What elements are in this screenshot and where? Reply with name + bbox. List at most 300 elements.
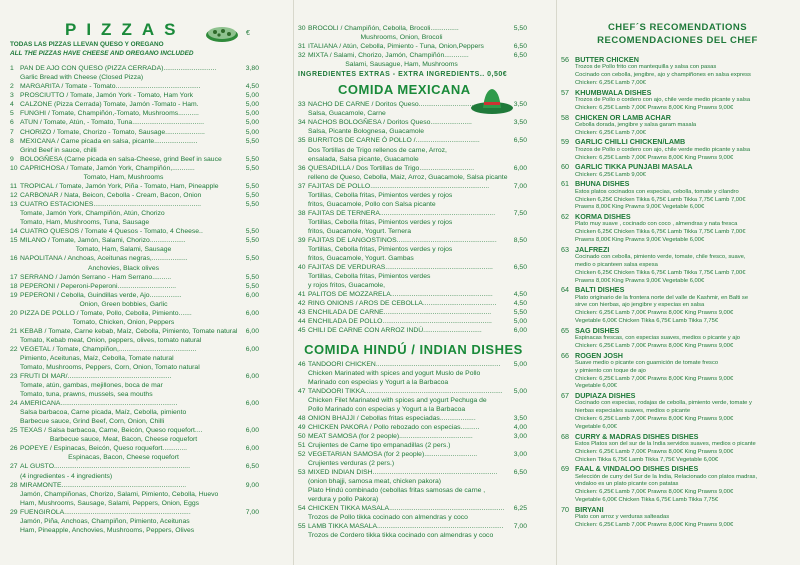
middle-column [293,0,533,565]
item-name: MILANO / Tomate, Jamón, Salami, Chorizo................... [20,237,186,245]
item-name: PALITOS DE MOZZARELA...................................................... [308,291,493,299]
pizzas-title: PIZZAS [65,20,186,39]
item-price: 6,50 [513,469,527,477]
chef-title-en: CHEF´S RECOMENDATIONS [607,22,748,33]
item-description: Tomato, Ham, Mushrooms, Tuna, Sausage [20,219,150,227]
menu-item [298,441,529,450]
item-description: Chicken Tikka 6,75€ Lamb Tikka 7,75€ Vegetable 6,00€ [575,456,719,463]
item-number: 37 [298,182,306,190]
item-description: Selección de curry del Sur de la India, Relacionado con platos madras, [575,473,758,480]
menu-item [298,136,529,145]
item-number: 56 [561,55,569,64]
item-name: CHICKEN OR LAMB ACHAR [575,112,671,122]
item-name: MEXICANA / Carne picada en salsa, picante....................... [20,137,198,145]
item-price: 7,00 [245,508,259,516]
item-number: 5 [10,110,14,118]
item-price: 5,50 [245,137,259,145]
item-number: 15 [10,237,18,245]
menu-item [10,82,261,91]
item-name: FAJITAS DE POLLO............................................................... [308,182,490,190]
item-name: JALFREZI [575,244,610,254]
item-name: CARBONAR / Nata, Beicon, Cebolla - Cream, Bacon, Onion [20,192,202,200]
item-price: 5,00 [513,360,527,368]
item-description: Vegetable 6,00€ [575,423,617,430]
item-name: DUPIAZA DISHES [575,391,636,401]
item-description: Estos platos cocinados con especias, cebolla, tomate y cilandro [575,188,739,195]
item-price: 6,50 [513,263,527,271]
item-price: 6,00 [513,327,527,335]
item-number: 18 [10,282,18,290]
hindu-title: COMIDA HINDÚ / INDIAN DISHES [304,341,523,357]
item-name: MIRAMONTE.................................................................. [20,481,187,489]
item-description: Chicken 6,25€ Chicken Tikka 6,75€ Lamb Tikka 7,75€ Lamb 7,00€ [575,229,746,236]
item-number: 24 [10,400,18,408]
menu-item [298,522,529,531]
item-name: CURRY & MADRAS DISHES DISHES [575,431,699,441]
item-number: 68 [561,431,569,441]
menu-item [10,200,261,209]
item-description: Tomato, tuna, prawns, mussels, sea mouths [20,391,153,399]
item-price: 6,50 [245,463,259,471]
chef-item [561,285,794,294]
menu-item [298,326,529,335]
chef-item [561,137,794,146]
item-name: PAN DE AJO CON QUESO (PIZZA CERRADA)............................ [20,65,217,72]
item-number: 19 [10,291,18,299]
menu-item [10,309,261,318]
menu-item [10,91,261,100]
item-price: 5,00 [513,318,527,326]
chef-item [561,351,794,360]
item-number: 63 [561,244,569,254]
item-number: 35 [298,137,306,145]
item-description: Barbecue sauce, Meat, Bacon, Cheese roquefort [49,436,198,444]
item-name: PEPERONI / Cebolla, Guindillas verde, Ajo................. [20,291,182,299]
item-price: 4,50 [513,291,527,299]
item-price: 3,50 [513,101,527,109]
item-name: ONION BHAJJI / Cebollas fritas especiadas................... [308,414,476,422]
pizzas-subtitle-en: ALL THE PIZZAS HAVE CHEESE AND OREGANO INCLUDED [10,50,194,57]
item-name: PEPERONI / Peperoni-Peperoni............................... [20,282,177,290]
item-name: AL GUSTO........................................................................ [20,463,190,471]
pizzas-column [0,0,265,565]
chef-item [561,55,794,64]
item-description: Chicken: 6,25€ Lamb 9,00€ [575,171,646,178]
item-name: Crujientes de Carne tipo empanadillas (2 pers.) [308,441,451,449]
item-number: 27 [10,463,18,471]
item-description: Chicken: 6,25€ Lamb 7,00€ [575,79,646,86]
chef-column [556,0,800,565]
item-name: VEGETARIAN SAMOSA (for 2 people)............................ [308,451,478,459]
item-description: Anchovies, Black olives [87,264,160,272]
item-price: 6,50 [513,52,527,60]
item-name: MEAT SAMOSA (for 2 people)....................................... [308,432,473,440]
item-number: 40 [298,263,306,271]
menu-item [10,100,261,109]
item-number: 38 [298,209,306,217]
item-description: Suave medio o picante con guarnición de tomate fresco [575,359,719,366]
item-description: (4 ingredientes - 4 ingredients) [20,472,113,480]
item-price: 5,00 [245,101,259,109]
item-price: 5,50 [513,309,527,317]
menu-item [298,42,529,51]
item-number: 10 [10,164,18,172]
item-price: 3,00 [513,432,527,440]
menu-item [298,360,529,369]
item-number: 4 [10,101,14,109]
item-number: 59 [561,137,569,147]
item-price: 6,00 [245,345,259,353]
menu-item [298,51,529,60]
item-description: Salsa, Picante Bolognesa, Guacamole [308,128,424,136]
item-price: 5,00 [245,119,259,127]
item-description: ensalada, Salsa picante, Guacamole [308,155,419,163]
item-name: CHORIZO / Tomate, Chorizo - Tomato, Sausage..................... [20,128,205,136]
item-name: CUATRO QUESOS / Tomate 4 Quesos - Tomato, 4 Cheese.. [20,228,203,236]
item-description: Salami, Sausague, Ham, Mushrooms [345,61,458,69]
item-price: 6,50 [513,43,527,51]
item-price: 5,00 [245,92,259,100]
item-number: 65 [561,325,569,335]
menu-item [10,481,261,490]
item-name: BROCOLI / Champiñón, Cebolla, Brocoli............... [308,25,459,32]
item-number: 3 [10,92,14,100]
menu-item [298,317,529,326]
menu-item [10,182,261,191]
item-number: 52 [298,451,306,459]
item-description: Trozos de Pollo frito con mantequilla y salsa con pasas [575,64,717,71]
menu-item [10,399,261,408]
item-name: NACHO DE CARNE / Doritos Queso............................. [308,101,474,109]
item-name: KORMA DISHES [575,212,631,222]
item-description: Vegetable 6,00€ Chicken Tikka 6,75€ Lamb Tikka 7,75€ [575,497,719,504]
item-description: verdura y pollo Pakora) [308,496,379,504]
menu-item [10,462,261,471]
item-price: 7,50 [513,209,527,217]
item-price: 6,00 [245,309,259,317]
item-description: Prawns 8,00€ King Prawns 9,00€ Vegetable 6,00€ [575,204,705,211]
item-name: CHICKEN TIKKA MASALA............................................................. [308,505,505,513]
menu-item [10,345,261,354]
item-name: TEXAS / Salsa barbacoa, Carne, Beicón, Queso roquefort.... [20,427,203,435]
item-description: fritos, Guacamole, Yogurt. Ternera [308,227,412,235]
item-name: SERRANO / Jamón Serrano - Ham Serrano.......... [20,273,172,281]
item-description: Chicken: 6,25€ Lamb 7,00€ Prawns 8,00€ King Prawns 9,00€ [575,310,734,317]
menu-item [298,24,529,33]
menu-item [298,468,529,477]
item-name: BALTI DISHES [575,285,625,295]
item-name: KHUMBWALA DISHES [575,87,652,97]
item-number: 2 [10,83,14,91]
item-description: y rojos fritos, Guacamole, [308,282,386,290]
item-name: VEGETAL / Tomate, Champiñon,......................................... [20,345,197,353]
item-description: Tomato, Ham, Salami, Sausage [75,246,172,254]
chef-title-es: RECOMENDACIONES DEL CHEF [597,35,758,46]
item-name: MARGARITA / Tomate - Tomato............................................. [20,83,201,91]
item-price: 5,50 [245,255,259,263]
item-description: Tomato, Kebab meat, Onion, peppers, olives, tomato natural [20,336,202,344]
item-name: GARLIC CHILLI CHICKEN/LAMB [575,137,686,147]
item-name: POPEYE / Espinacas, Beicón, Queso roquefort............. [20,445,187,453]
item-number: 29 [10,508,18,516]
menu-item [10,254,261,263]
item-description: Tortillas, Cebolla fritas, Pimientos verdes y rojos [308,191,453,199]
item-description: Pimiento, Aceitunas, Maíz, Cebolla, Tomate natural [20,355,174,363]
menu-item [298,118,529,127]
item-number: 42 [298,300,306,308]
item-name: PIZZA DE POLLO / Tomate, Pollo, Cebolla, Pimiento....... [20,309,192,317]
item-number: 23 [10,373,18,381]
chef-item [561,179,794,188]
item-description: Tomate, Jamón York, Champiñón, Atún, Chorizo [20,210,165,218]
item-description: Espinacas, Bacon, Cheese roquefort [68,454,179,462]
menu-item [10,444,261,453]
item-number: 48 [298,414,306,422]
item-number: 36 [298,164,306,172]
menu-item [298,432,529,441]
item-price: 5,50 [513,25,527,32]
item-name: PROSCIUTTO / Tomate, Jamón York - Tomato, Ham York [20,92,194,100]
item-number: 12 [10,192,18,200]
menu-item [298,209,529,218]
menu-item [298,263,529,272]
item-description: Espinacas frescas, con especias suaves, medios o picante y ajo [575,335,740,342]
hindu-list [298,360,529,541]
item-description: Grind Beef in sauce, chilli [20,146,97,154]
item-number: 34 [298,119,306,127]
item-price: 6,00 [245,373,259,381]
item-number: 28 [10,481,18,489]
item-number: 51 [298,441,306,449]
item-name: BOLOGÑESA (Carne picada en salsa-Cheese, grind Beef in sauce [20,155,222,163]
more-pizzas-list [298,24,529,69]
mexicana-title: COMIDA MEXICANA [338,82,471,98]
item-description: relleno de Queso, Cebolla, Maiz, Arroz, Guacamole, Salsa picante [308,173,508,181]
menu-item [10,128,261,137]
item-description: Garlic Bread with Cheese (Closed Pizza) [20,74,144,82]
item-price: 5,50 [245,182,259,190]
item-description: Trozos de Cordero tikka tikka cocinado con almendras y coco [308,532,494,540]
item-description: Vegetable 6,00€ [575,383,617,390]
menu-item [10,64,261,73]
item-number: 17 [10,273,18,281]
item-name: TROPICAL / Tomate, Jamón York, Piña - Tomato, Ham, Pineapple [20,182,219,190]
item-number: 33 [298,101,306,109]
item-number: 25 [10,427,18,435]
item-description: fritos, Guacamole, Yogurt. Gambas [308,254,414,262]
item-description: Vegetable 6,00€ Chicken Tikka 6,75€ Lamb Tikka 7,75€ [575,318,719,324]
item-name: KEBAB / Tomate, Carne kebab, Maíz, Cebolla, Pimiento, Tomate natural [20,327,238,335]
mexicana-list [298,100,529,335]
menu-item [10,291,261,300]
chef-item [561,162,794,171]
menu-item [298,299,529,308]
item-number: 22 [10,345,18,353]
item-name: FUNGHI / Tomate, Champiñón,-Tomato, Mushrooms........... [20,110,199,118]
item-number: 46 [298,360,306,368]
item-name: RING ONIONS / AROS DE CEBOLLA....................................... [308,300,497,308]
item-number: 66 [561,350,569,360]
item-name: BURRITOS DE CARNE Ó POLLO /.................................. [308,137,480,145]
item-price: 6,00 [513,164,527,172]
menu-item [10,508,261,517]
item-name: GARLIC TIKKA PUNJABI MASALA [575,162,693,172]
item-description: Tomate, atún, gambas, mejillones, boca de mar [20,382,163,390]
item-price: 3,50 [513,414,527,422]
item-number: 1 [10,65,14,72]
chef-item [561,88,794,97]
item-price: 6,00 [245,327,259,335]
menu-item [10,109,261,118]
pizzas-subtitle-es: TODAS LAS PIZZAS LLEVAN QUESO Y OREGANO [10,41,164,48]
item-name: ATUN / Tomate, Atún, - Tomato, Tuna...................................... [20,119,204,127]
item-description: Onion, Green bobbies, Garlic [79,300,168,308]
chef-item [561,245,794,254]
item-number: 67 [561,391,569,401]
item-description: Cebolla dorada, jengibre y salsa garam masala [575,121,697,128]
item-number: 54 [298,505,306,513]
item-price: 4,50 [513,300,527,308]
item-description: Chicken: 6,25€ Lamb 7,00€ Prawns 8,00€ King Prawns 9,00€ [575,104,734,111]
menu-item [10,164,261,173]
item-number: 11 [10,182,18,190]
menu-item [298,164,529,173]
item-description: Chicken: 6,25€ Lamb 7,00€ Prawns 8,00€ King Prawns 9,00€ [575,342,734,349]
menu-item [10,426,261,435]
item-price: 7,00 [513,182,527,190]
item-description: Plato originario de la frontera norte del valle de Kashmir, en Balti se [575,294,749,301]
item-description: Chicken: 6,25€ Lamb 7,00€ Prawns 8,00€ King Prawns 9,00€ [575,416,734,423]
item-description: Chicken: 6,25€ Lamb 7,00€ [575,129,646,136]
item-name: CHILI DE CARNE CON ARROZ INDÚ............................... [308,327,482,335]
menu-item [298,423,529,432]
item-description: Chicken: 6,25€ Lamb 7,00€ Prawns 8,00€ King Prawns 9,00€ [575,375,734,382]
menu-item [298,450,529,459]
item-description: Ham, Pineapple, Anchovies, Mushrooms, Peppers, Olives [20,526,195,534]
item-description: Cocinado con cebolla, pimiento verde, tomate, chile fresco, suave, [575,254,746,261]
item-description: Pollo Marinado con especias y Yogurt a la Barbacoa [308,405,466,413]
menu-item [10,236,261,245]
item-price: 9,00 [245,481,259,489]
item-description: Tortillas, Cebolla fritas, Pimientos verdes y rojos [308,218,453,226]
item-description: Trozos de Pollo o cordero con ajo, chile verde medio picante y salsa [575,96,751,103]
item-description: Tomato, Chicken, Onion, Peppers [72,318,175,326]
item-number: 62 [561,212,569,222]
item-name: AMERICANA.............................................................. [20,400,178,408]
item-name: BHUNA DISHES [575,179,630,189]
pizza-icon [205,22,239,44]
menu-item [10,118,261,127]
item-name: TANDOORI TIKKA......................................................................... [308,387,503,395]
chef-item [561,326,794,335]
item-description: (onion bhajji, samosa meat, chicken pakora) [308,478,441,486]
item-description: Chicken Filet Marinated with spices and yogurt Pechuga de [308,396,487,404]
item-name: BUTTER CHICKEN [575,55,639,64]
menu-item [10,227,261,236]
item-name: CALZONE (Pizza Cerrada) Tomate, Jamón -Tomato - Ham. [20,101,199,109]
item-description: Tortillas, Cebolla fritas, Pimientos verdes y rojos [308,245,453,253]
item-price: 5,50 [245,237,259,245]
item-description: Chicken: 6,25€ Lamb 7,00€ Prawns 8,00€ King Prawns 9,00€ [575,154,734,161]
item-number: 13 [10,201,18,209]
item-name: FAJITAS DE VERDURAS......................................................... [308,263,493,271]
menu-item [10,155,261,164]
menu-item [10,327,261,336]
item-number: 70 [561,504,569,514]
menu-item [298,387,529,396]
item-description: Jamón, Piña, Anchoas, Champiñon, Pimiento, Aceitunas [20,517,190,525]
menu-item [10,191,261,200]
item-price: 5,00 [513,387,527,395]
item-price: 5,50 [245,201,259,209]
item-description: Chicken: 6,25€ Lamb 7,00€ Prawns 8,00€ King Prawns 9,00€ [575,448,734,455]
menu-item [298,236,529,245]
item-number: 64 [561,285,569,295]
item-description: Chicken 6,25€ Chicken Tikka 6,75€ Lamb Tikka 7,75€ Lamb 7,00€ [575,269,746,276]
item-price: 3,50 [513,119,527,127]
item-name: ITALIANA / Atún, Cebolla, Pimiento - Tuna, Onion,Peppers [308,43,484,51]
chef-item [561,391,794,400]
menu-item [10,273,261,282]
menu-item [298,504,529,513]
menu-item [10,282,261,291]
chef-list [561,55,794,530]
item-number: 14 [10,228,18,236]
item-description: vindaloo es un plato picante con patatas [575,481,679,488]
menu-item [10,372,261,381]
item-description: Trozos de Pollo tikka cocinado con almendras y coco [308,514,468,522]
item-name: ENCHILADA DE CARNE......................................................... [308,309,492,317]
item-number: 21 [10,327,18,335]
item-price: 6,50 [513,137,527,145]
item-price: 5,50 [245,228,259,236]
item-number: 41 [298,291,306,299]
item-description: Tortillas, Cebolla fritas, Pimientos verdes [308,273,431,281]
item-description: Chicken 6,25€ Chicken Tikka 6,75€ Lamb Tikka 7,75€ Lamb 7,00€ [575,196,746,203]
item-price: 8,50 [513,236,527,244]
item-description: Estos Platos son del sur de la India servidos suaves, medios o picante [575,440,756,447]
item-price: 3,80 [245,65,259,72]
item-description: Prawns 8,00€ King Prawns 9,00€ Vegetable 6,00€ [575,277,705,284]
item-name: CAPRICHOSA / Tomate, Jamón York, Champiñón,............ [20,164,195,172]
item-description: Mushrooms, Onion, Brocoli [360,34,443,42]
menu-item [298,290,529,299]
item-description: Plato muy suave , cocinado con coco , almendras y nata fresca [575,221,738,228]
item-name: LAMB TIKKA MASALA................................................................... [308,523,504,531]
item-description: Jamón, Champiñonas, Chorizo, Salami, Pimiento, Cebolla, Huevo [20,490,219,498]
chef-item [561,212,794,221]
item-price: 6,00 [245,445,259,453]
item-number: 60 [561,162,569,172]
item-name: CUATRO ESTACIONES......................................................... [20,201,202,209]
item-price: 4,50 [245,83,259,91]
item-name: FUENGIROLA................................................................... [20,508,191,516]
item-number: 30 [298,25,306,32]
chef-item [561,113,794,122]
item-name: ENCHILADA DE POLLO.......................................................... [308,318,492,326]
item-description: Plato con arroz y verduras salteadas [575,514,670,521]
item-description: Ham, Mushrooms, Sausage, Salami, Peppers, Onion, Eggs [20,499,200,507]
menu-item [10,137,261,146]
item-name: CHICKEN PAKORA / Pollo rebozado con especias.......... [308,423,480,431]
item-number: 6 [10,119,14,127]
chef-item [561,464,794,473]
item-number: 39 [298,236,306,244]
item-name: SAG DISHES [575,325,620,335]
item-name: FAAL & VINDALOO DISHES DISHES [575,464,699,474]
item-description: Chicken Marinated with spices and yogurt Muslo de Pollo [308,369,481,377]
item-description: Trozos de Pollo o cordero con ajo, chile verde medio picante y salsa [575,146,751,153]
